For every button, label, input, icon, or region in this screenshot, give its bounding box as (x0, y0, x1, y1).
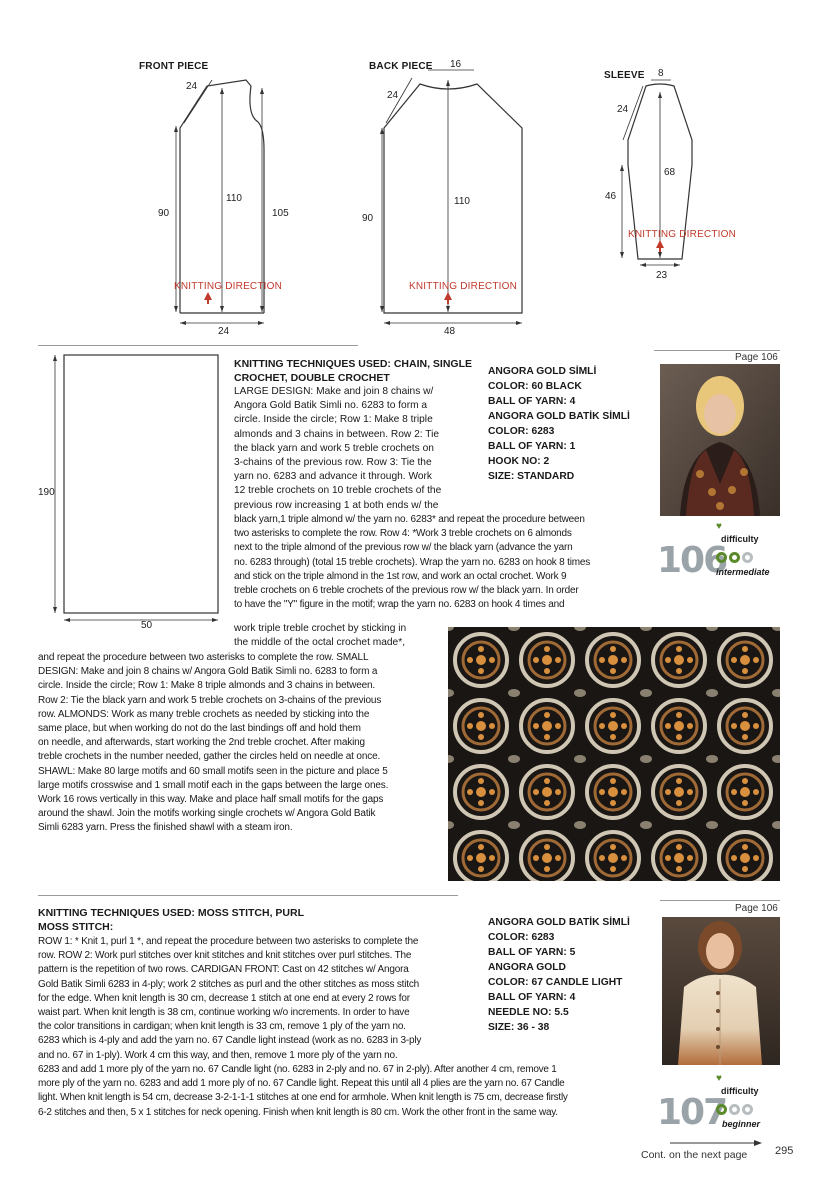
front-knitting-direction: KNITTING DIRECTION (174, 281, 283, 292)
heading-line: MOSS STITCH: (38, 921, 114, 933)
back-piece-outline (384, 84, 522, 313)
sleeve-top-dimension: 8 (658, 68, 664, 79)
spec-line: HOOK NO: 2 (488, 456, 550, 467)
spec-line: COLOR: 60 BLACK (488, 381, 582, 392)
difficulty-ring-empty-icon (742, 552, 753, 563)
text-line: light. When knit length is 54 cm, decrease 3-2-1-1-1 stitches at one end for armhole. When knit length is 75 cm, decrease firstly (38, 1092, 568, 1104)
continued-note: Cont. on the next page (641, 1149, 748, 1161)
sleeve-left-dimension: 46 (605, 191, 617, 202)
text-line: 3-chains of the previous row. Row 3: Tie the (234, 457, 432, 469)
text-line: 6283 which is 4-ply and add the yarn no. 67 Candle light instead (work as no. 6283 in 3-ply (38, 1035, 422, 1047)
text-line: and repeat the procedure between two asterisks to complete the row. SMALL (38, 652, 369, 663)
difficulty-ring-filled-icon (729, 552, 740, 563)
heading-line: KNITTING TECHNIQUES USED: MOSS STITCH, PURL (38, 907, 305, 919)
spec-line: BALL OF YARN: 5 (488, 947, 576, 958)
pattern107-difficulty-number: 107 (657, 1092, 727, 1133)
text-line: to have the "Y" figure in the motif; wrap the yarn no. 6283 on hook 4 times and (234, 599, 565, 611)
front-bottom-dimension: 24 (218, 326, 230, 337)
spec-line: ANGORA GOLD (488, 962, 566, 973)
back-neck-dimension: 16 (450, 59, 462, 70)
pattern106-difficulty-number: 106 (657, 540, 727, 581)
shawl-height-dimension: 190 (38, 487, 55, 498)
text-line: treble crochets on 6 treble crochets of the previous row w/ the black yarn. In order (234, 585, 579, 597)
spec-line: SIZE: STANDARD (488, 471, 575, 482)
pattern107-difficulty-level: beginner (722, 1119, 761, 1129)
text-line: treble crochets in the number needed, gather the circles held on needle at once. (38, 751, 381, 763)
text-line: next to the triple almond of the previous row w/ the black yarn (advance the yarn (234, 542, 573, 554)
heading-line: KNITTING TECHNIQUES USED: CHAIN, SINGLE (234, 358, 473, 370)
text-line: ROW 1: * Knit 1, purl 1 *, and repeat the procedure between two asterisks to complete the (38, 936, 419, 947)
crochet-motif-closeup-photo (448, 627, 780, 881)
back-bottom-dimension: 48 (444, 326, 456, 337)
sleeve-title: SLEEVE (604, 70, 645, 81)
text-line: DESIGN: Make and join 8 chains w/ Angora Gold Batik Simli no. 6283 to form a (38, 666, 378, 678)
spec-line: SIZE: 36 - 38 (488, 1022, 550, 1033)
pattern107-text-wide (38, 1063, 654, 1120)
front-right-dimension: 105 (272, 208, 289, 219)
text-line: LARGE DESIGN: Make and join 8 chains w/ (234, 386, 434, 397)
text-line: circle. Inside the circle; Row 1: Make 8 triple almonds and 3 chains in between. (38, 680, 376, 692)
spec-line: COLOR: 67 CANDLE LIGHT (488, 977, 623, 988)
page-number: 295 (775, 1145, 794, 1157)
text-line: 6283 and add 1 more ply of the yarn no. 67 Candle light (no. 6283 in 2-ply and no. 67 in 2-ply). After another 4 cm, remove 1 (38, 1064, 557, 1075)
pattern107-page-ref: Page 106 (735, 903, 778, 914)
difficulty-ring-empty-icon (729, 1104, 740, 1115)
text-line: the color transitions in cardigan; when knit length is 33 cm, remove 1 ply of the yarn no. (38, 1021, 406, 1033)
text-line: previous row increasing 1 at both ends w/ the (234, 499, 439, 511)
pattern107-difficulty-label: difficulty (721, 1086, 759, 1096)
pattern107-heading (38, 906, 304, 934)
model-cardigan-photo (662, 917, 780, 1065)
pattern106-specs (488, 364, 630, 484)
back-center-dimension: 110 (454, 196, 470, 207)
text-line: same place, but when working do not do the last bindings off and hold them (38, 723, 361, 735)
spec-line: ANGORA GOLD BATİK SİMLİ (488, 411, 630, 422)
pattern107-text-narrow (38, 935, 474, 1063)
shawl-schematic (28, 350, 228, 640)
pattern106-text-mid (234, 622, 444, 650)
separator-line (38, 345, 358, 346)
difficulty-ring-filled-icon (716, 552, 727, 563)
text-line: 6-2 stitches and then, 5 x 1 stitches for neck opening. Finish when knit length is 80 cm. Work the other front in the same way. (38, 1106, 558, 1118)
model-shawl-photo (660, 364, 780, 516)
text-line: 12 treble crochets on 10 treble crochets of the (234, 485, 442, 497)
pattern106-text-wide (234, 513, 654, 612)
text-line: yarn no. 6283 and advance it through. Work (234, 471, 433, 483)
text-line: Angora Gold Batik Simli no. 6283 to form a (234, 400, 428, 412)
front-piece-title: FRONT PIECE (139, 61, 209, 72)
text-line: waist part. When knit length is 38 cm, continue working w/o increments. In order to have (38, 1007, 410, 1019)
text-line: and no. 67 in 1-ply). Work 4 cm this way, and then, remove 1 more ply of the yarn no. (38, 1049, 398, 1061)
pattern106-heading (234, 357, 472, 385)
difficulty-ring-empty-icon (742, 1104, 753, 1115)
text-line: Simli 6283 yarn. Press the finished shawl with a steam iron. (38, 822, 293, 834)
text-line: row. ALMONDS: Work as many treble crochets as needed by sticking into the (38, 708, 370, 720)
sleeve-cap-dimension: 24 (617, 104, 629, 115)
text-line: almonds and 3 chains in between. Row 2: Tie (234, 428, 440, 440)
spec-line: BALL OF YARN: 1 (488, 441, 576, 452)
spec-line: NEEDLE NO: 5.5 (488, 1007, 569, 1018)
text-line: SHAWL: Make 80 large motifs and 60 small motifs seen in the picture and place 5 (38, 765, 388, 777)
back-knitting-direction: KNITTING DIRECTION (409, 281, 518, 292)
spec-line: COLOR: 6283 (488, 426, 555, 437)
text-line: for the edge. When knit length is 30 cm, decrease 1 stitch at one end at every 2 rows for (38, 992, 410, 1004)
text-line: Row 2: Tie the black yarn and work 5 treble crochets on 3-chains of the previous (38, 694, 382, 706)
pattern106-text-narrow (234, 385, 468, 513)
separator-line (38, 895, 458, 896)
text-line: large motifs crosswise and 1 small motif each in the gaps between the large ones. (38, 779, 389, 791)
arrow-right-icon (670, 1139, 762, 1147)
pattern107-specs (488, 915, 630, 1035)
text-line: pattern is the repetition of two rows. CARDIGAN FRONT: Cast on 42 stitches w/ Angora (38, 964, 409, 976)
text-line: more ply of the yarn no. 6283 and add 1 more ply of no. 67 Candle light. Repeat this until all 4 plies are the yarn no. 67 Candle (38, 1078, 565, 1090)
text-line: row. ROW 2: Work purl stitches over knit stitches and knit stitches over purl stitches. The (38, 950, 412, 962)
text-line: Work 16 rows vertically in this way. Make and place half small motifs for the gaps (38, 794, 384, 806)
spec-line: ANGORA GOLD BATİK SİMLİ (488, 917, 630, 928)
spec-line: BALL OF YARN: 4 (488, 992, 576, 1003)
text-line: around the shawl. Join the motifs working single crochets w/ Angora Gold Batik (38, 808, 376, 820)
pattern106-text-bottom (38, 651, 442, 836)
front-shoulder-dimension: 24 (186, 81, 198, 92)
spec-line: BALL OF YARN: 4 (488, 396, 576, 407)
text-line: work triple treble crochet by sticking in (234, 623, 407, 634)
spec-line: ANGORA GOLD SİMLİ (488, 366, 597, 377)
text-line: and stick on the triple almond in the 1st row, and work an octal crochet. Work 9 (234, 570, 567, 582)
front-left-dimension: 90 (158, 208, 170, 219)
heading-line: CROCHET, DOUBLE CROCHET (234, 372, 390, 384)
separator-line (660, 900, 780, 901)
pattern106-difficulty-level: intermediate (716, 567, 770, 577)
pattern106-page-ref: Page 106 (735, 352, 778, 363)
text-line: black yarn,1 triple almond w/ the yarn no. 6283* and repeat the procedure between (234, 514, 585, 525)
text-line: circle. Inside the circle; Row 1: Make 8 triple (234, 414, 433, 426)
separator-line (654, 350, 780, 351)
text-line: the middle of the octal crochet made*, (234, 637, 406, 649)
pattern106-difficulty-label: difficulty (721, 534, 759, 544)
spec-line: COLOR: 6283 (488, 932, 555, 943)
front-center-dimension: 110 (226, 193, 242, 204)
shawl-width-dimension: 50 (141, 620, 153, 631)
difficulty-ring-filled-icon (716, 1104, 727, 1115)
sleeve-knitting-direction: KNITTING DIRECTION (628, 229, 737, 240)
text-line: on needle, and afterwards, start working the 2nd treble crochet. After making (38, 737, 365, 749)
text-line: no. 6283 through) (total 15 treble crochets). Wrap the yarn no. 6283 on hook 8 times (234, 556, 591, 568)
sleeve-center-dimension: 68 (664, 167, 676, 178)
back-piece-title: BACK PIECE (369, 61, 433, 72)
text-line: two asterisks to complete the row. Row 4: *Work 3 treble crochets on 6 almonds (234, 528, 572, 540)
heart-icon: ♥ (716, 521, 722, 532)
back-left-dimension: 90 (362, 213, 374, 224)
heart-icon: ♥ (716, 1073, 722, 1084)
back-shoulder-dimension: 24 (387, 90, 399, 101)
text-line: the black yarn and work 5 treble crochets on (234, 442, 434, 454)
text-line: Gold Batik Simli 6283 in 4-ply; work 2 stitches as purl and the other stitches as moss stitch (38, 978, 420, 990)
sleeve-bottom-dimension: 23 (656, 270, 668, 281)
